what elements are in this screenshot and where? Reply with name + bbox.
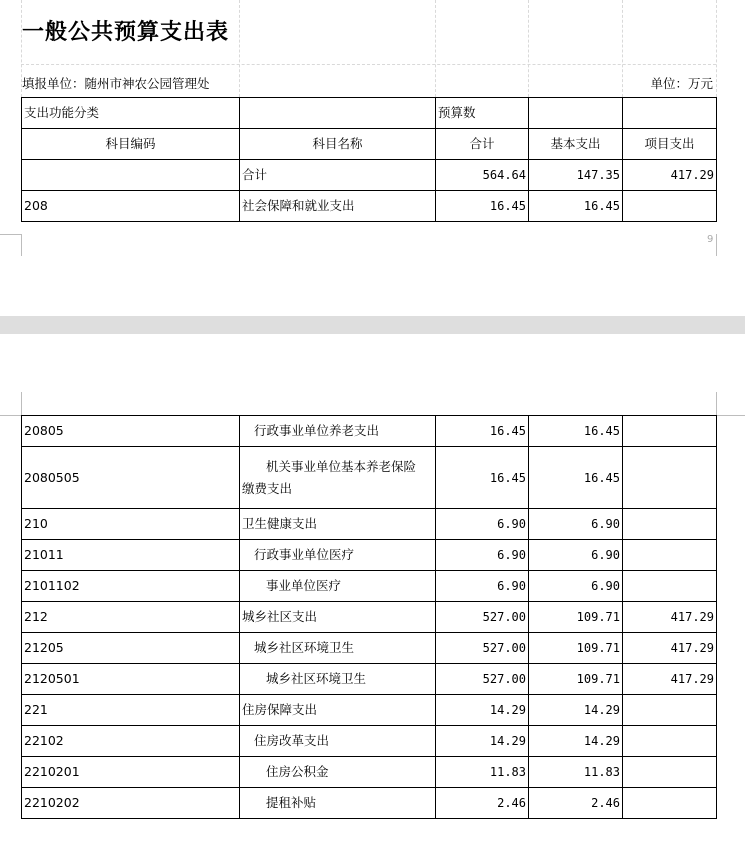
table-row: [22, 160, 717, 191]
row-total: 11.83: [436, 757, 529, 788]
row-basic: 109.71: [529, 602, 623, 633]
gridline: [622, 0, 623, 97]
header-budget: 预算数: [436, 98, 529, 129]
page-corner-mark: [716, 392, 717, 415]
page-corner-mark: [716, 234, 717, 256]
row-name: 行政事业单位医疗: [240, 540, 436, 571]
table-row: [22, 191, 717, 222]
row-project: [623, 757, 717, 788]
row-project: 417.29: [623, 664, 717, 695]
table-row: [22, 602, 717, 633]
gridline: [435, 0, 436, 97]
page-corner-mark: [0, 415, 21, 416]
row-code: 21205: [22, 633, 240, 664]
page-title: 一般公共预算支出表: [22, 20, 230, 45]
header-empty: [529, 98, 623, 129]
row-project: [623, 788, 717, 819]
page-corner-mark: [21, 234, 22, 256]
table-row: [22, 633, 717, 664]
row-project: [623, 726, 717, 757]
page-corner-mark: [717, 415, 745, 416]
page-1: [0, 0, 745, 316]
row-code: [22, 160, 240, 191]
row-total: 14.29: [436, 695, 529, 726]
row-code: 22102: [22, 726, 240, 757]
row-code: 2080505: [22, 447, 240, 509]
row-total: 6.90: [436, 509, 529, 540]
row-name: 城乡社区支出: [240, 602, 436, 633]
row-total: 564.64: [436, 160, 529, 191]
table-row: [22, 447, 717, 509]
header-category: 支出功能分类: [22, 98, 240, 129]
table-row: [22, 695, 717, 726]
budget-table-page2: [21, 415, 717, 819]
row-project: 417.29: [623, 633, 717, 664]
row-name: 城乡社区环境卫生: [240, 633, 436, 664]
table-row: [22, 726, 717, 757]
row-total: 527.00: [436, 633, 529, 664]
row-code: 212: [22, 602, 240, 633]
header-project: 项目支出: [623, 129, 717, 160]
row-basic: 16.45: [529, 416, 623, 447]
row-code: 2120501: [22, 664, 240, 695]
row-code: 2101102: [22, 571, 240, 602]
row-total: 16.45: [436, 416, 529, 447]
reporting-unit: 填报单位：随州市神农公园管理处: [22, 76, 210, 91]
header-code: 科目编码: [22, 129, 240, 160]
row-basic: 16.45: [529, 191, 623, 222]
row-basic: 2.46: [529, 788, 623, 819]
table-row: [22, 416, 717, 447]
gridline: [21, 64, 716, 65]
row-code: 21011: [22, 540, 240, 571]
row-project: [623, 571, 717, 602]
row-basic: 147.35: [529, 160, 623, 191]
row-code: 221: [22, 695, 240, 726]
gridline: [528, 0, 529, 97]
row-name: 事业单位医疗: [240, 571, 436, 602]
row-code: 2210201: [22, 757, 240, 788]
row-total: 6.90: [436, 540, 529, 571]
header-empty: [623, 98, 717, 129]
gridline: [716, 0, 717, 97]
row-basic: 109.71: [529, 633, 623, 664]
row-name: [240, 447, 436, 509]
row-name: 卫生健康支出: [240, 509, 436, 540]
row-project: [623, 540, 717, 571]
money-unit: 单位：万元: [650, 76, 713, 91]
row-code: 208: [22, 191, 240, 222]
row-code: 210: [22, 509, 240, 540]
header-row-1: [22, 98, 717, 129]
table-row: [22, 757, 717, 788]
row-basic: 14.29: [529, 726, 623, 757]
row-basic: 16.45: [529, 447, 623, 509]
row-project: [623, 695, 717, 726]
row-name: 行政事业单位养老支出: [240, 416, 436, 447]
page-2: [0, 334, 745, 849]
row-total: 16.45: [436, 447, 529, 509]
row-name: 住房公积金: [240, 757, 436, 788]
row-total: 6.90: [436, 571, 529, 602]
table-row: [22, 664, 717, 695]
row-project: 417.29: [623, 602, 717, 633]
row-name: 住房保障支出: [240, 695, 436, 726]
row-name: 住房改革支出: [240, 726, 436, 757]
row-name: 提租补贴: [240, 788, 436, 819]
table-row: [22, 571, 717, 602]
row-project: [623, 447, 717, 509]
row-total: 527.00: [436, 602, 529, 633]
row-basic: 6.90: [529, 571, 623, 602]
header-name: 科目名称: [240, 129, 436, 160]
table-row: [22, 509, 717, 540]
row-basic: 6.90: [529, 509, 623, 540]
row-name: 城乡社区环境卫生: [240, 664, 436, 695]
row-total: 527.00: [436, 664, 529, 695]
row-total: 2.46: [436, 788, 529, 819]
gridline: [239, 0, 240, 97]
page-number: 9: [707, 234, 714, 245]
row-code: 2210202: [22, 788, 240, 819]
row-project: [623, 416, 717, 447]
row-name-line2: 缴费支出: [242, 480, 293, 496]
row-code: 20805: [22, 416, 240, 447]
header-row-2: [22, 129, 717, 160]
row-total: 16.45: [436, 191, 529, 222]
row-name: 合计: [240, 160, 436, 191]
row-name: 社会保障和就业支出: [240, 191, 436, 222]
row-basic: 11.83: [529, 757, 623, 788]
row-basic: 14.29: [529, 695, 623, 726]
row-basic: 6.90: [529, 540, 623, 571]
page-corner-mark: [0, 234, 21, 235]
row-total: 14.29: [436, 726, 529, 757]
row-name-line1: 机关事业单位基本养老保险: [266, 458, 417, 474]
table-row: [22, 788, 717, 819]
page-separator: [0, 316, 745, 334]
budget-table-page1: [21, 97, 717, 222]
header-empty: [240, 98, 436, 129]
header-total: 合计: [436, 129, 529, 160]
row-project: [623, 191, 717, 222]
row-basic: 109.71: [529, 664, 623, 695]
page-corner-mark: [21, 392, 22, 415]
row-project: 417.29: [623, 160, 717, 191]
table-row: [22, 540, 717, 571]
header-basic: 基本支出: [529, 129, 623, 160]
row-project: [623, 509, 717, 540]
